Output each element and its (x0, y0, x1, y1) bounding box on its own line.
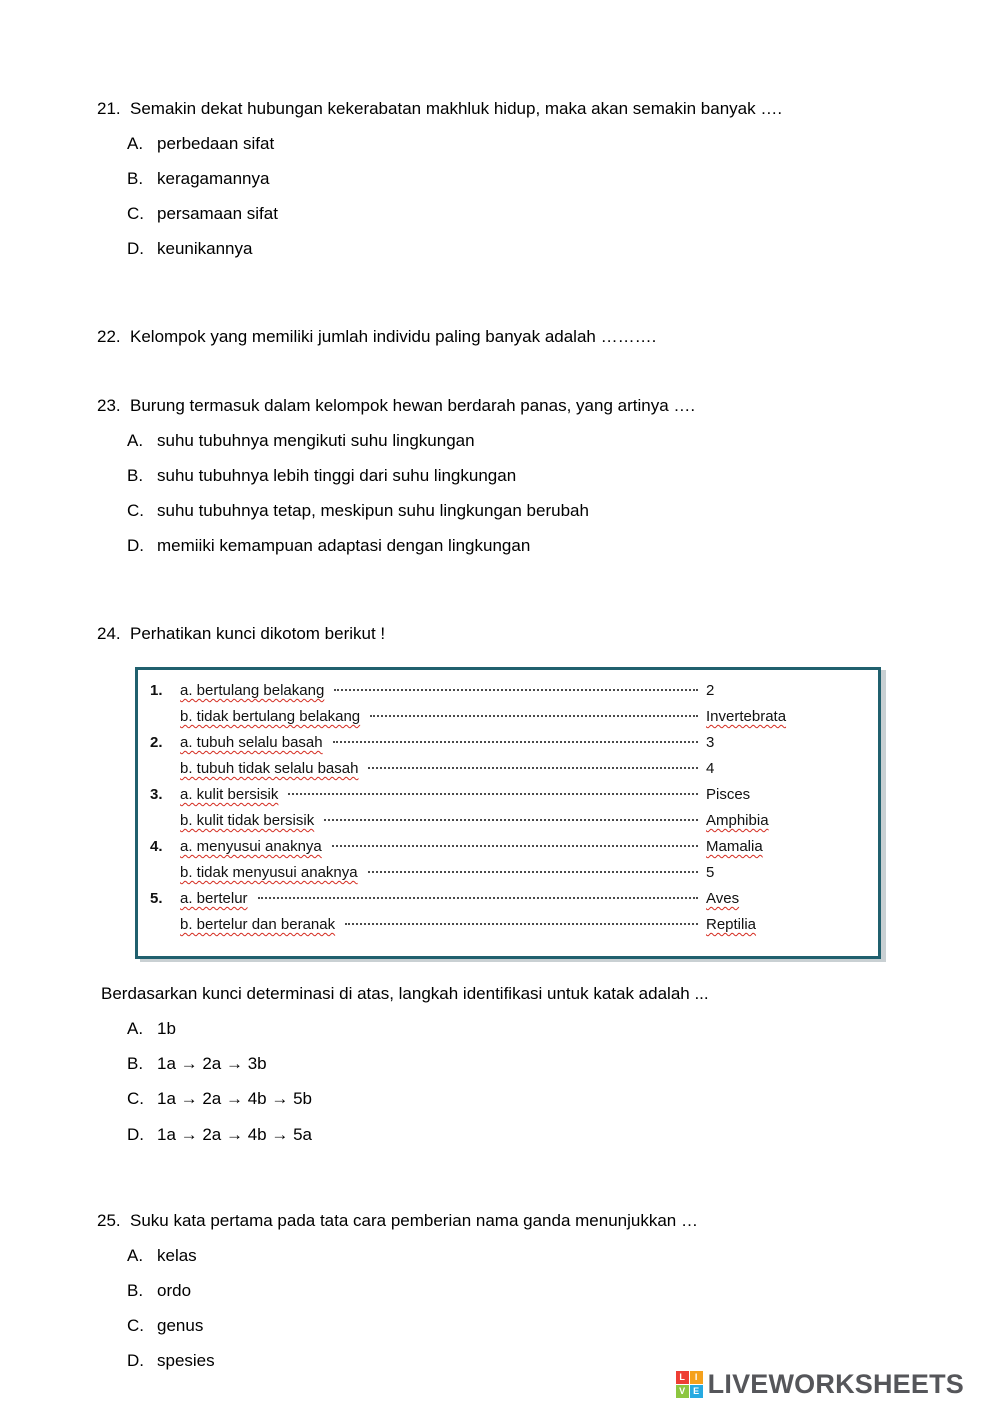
question-25-number: 25. (97, 1210, 121, 1230)
key-label: a. menyusui anaknya (180, 838, 322, 856)
option-23-d[interactable] (127, 535, 927, 557)
dotted-leader (368, 767, 698, 769)
option-text: persamaan sifat (157, 204, 278, 224)
question-25-options (127, 1245, 927, 1372)
question-23-number: 23. (97, 395, 121, 415)
logo-tile-l: L (676, 1371, 689, 1384)
key-label: a. bertulang belakang (180, 682, 325, 700)
option-text: 1a → 2a → 4b → 5a (157, 1124, 312, 1144)
question-24-text: Perhatikan kunci dikotom berikut ! (130, 624, 386, 644)
key-result: 3 (706, 734, 715, 752)
option-label: D. (127, 239, 144, 259)
question-21-text: Semakin dekat hubungan kekerabatan makhluk hidup, maka akan semakin banyak …. (130, 99, 783, 118)
option-label: A. (127, 1019, 144, 1039)
option-text: 1a → 2a → 3b (157, 1054, 267, 1074)
option-21-b[interactable] (127, 168, 927, 190)
liveworksheets-footer (676, 1369, 964, 1400)
key-number: 5. (150, 890, 163, 908)
key-label: b. kulit tidak bersisik (180, 812, 315, 830)
key-number: 3. (150, 786, 163, 804)
key-label: b. bertelur dan beranak (180, 916, 336, 934)
question-25-text: Suku kata pertama pada tata cara pemberian nama ganda menunjukkan … (130, 1210, 698, 1230)
option-label: A. (127, 134, 144, 154)
key-line (150, 708, 864, 734)
option-text: spesies (157, 1350, 215, 1370)
key-result: Reptilia (706, 916, 757, 934)
option-23-a[interactable] (127, 430, 927, 452)
option-label: C. (127, 1089, 144, 1109)
option-text: keragamannya (157, 169, 270, 189)
option-text: suhu tubuhnya lebih tinggi dari suhu lingkungan (157, 465, 517, 485)
key-label: b. tidak bertulang belakang (180, 708, 361, 726)
key-label: b. tidak menyusui anaknya (180, 864, 358, 882)
dotted-leader (258, 897, 698, 899)
key-line (150, 682, 864, 708)
option-label: B. (127, 1054, 144, 1074)
option-21-a[interactable] (127, 133, 927, 155)
option-text: keunikannya (157, 239, 253, 259)
key-label: a. bertelur (180, 890, 248, 908)
option-label: C. (127, 204, 144, 224)
question-24-number: 24. (97, 624, 121, 644)
key-result: Amphibia (706, 812, 769, 830)
key-number: 2. (150, 734, 163, 752)
question-25 (97, 1210, 927, 1372)
option-23-b[interactable] (127, 465, 927, 487)
question-22 (97, 326, 927, 348)
key-line (150, 890, 864, 916)
question-22-text: Kelompok yang memiliki jumlah individu paling banyak adalah ………. (130, 327, 657, 347)
key-label: b. tubuh tidak selalu basah (180, 760, 359, 778)
option-25-a[interactable] (127, 1245, 927, 1267)
question-21-number: 21. (97, 99, 121, 118)
option-label: D. (127, 535, 144, 555)
option-text: perbedaan sifat (157, 134, 275, 154)
option-text: kelas (157, 1245, 197, 1265)
key-result: Invertebrata (706, 708, 787, 726)
option-label: C. (127, 1315, 144, 1335)
option-21-c[interactable] (127, 203, 927, 225)
option-25-c[interactable] (127, 1315, 927, 1337)
key-line (150, 760, 864, 786)
key-line (150, 786, 864, 812)
option-label: A. (127, 430, 144, 450)
question-24-followup: Berdasarkan kunci determinasi di atas, langkah identifikasi untuk katak adalah ... (101, 984, 709, 1004)
key-number: 4. (150, 838, 163, 856)
option-25-b[interactable] (127, 1280, 927, 1302)
key-result: Aves (706, 890, 740, 908)
dichotomous-key-box (135, 667, 881, 959)
dotted-leader (370, 715, 698, 717)
worksheet-content (97, 98, 927, 1372)
option-text: genus (157, 1315, 204, 1335)
dotted-leader (333, 741, 698, 743)
question-23-text: Burung termasuk dalam kelompok hewan berdarah panas, yang artinya …. (130, 395, 696, 415)
option-21-d[interactable] (127, 238, 927, 260)
question-21 (97, 98, 927, 260)
question-23 (97, 395, 927, 557)
option-label: C. (127, 500, 144, 520)
option-23-c[interactable] (127, 500, 927, 522)
key-result: Mamalia (706, 838, 763, 856)
dotted-leader (345, 923, 698, 925)
key-line (150, 838, 864, 864)
key-line (150, 864, 864, 890)
key-result: Pisces (706, 786, 751, 804)
key-line (150, 916, 864, 942)
dotted-leader (334, 689, 698, 691)
option-label: B. (127, 465, 144, 485)
question-23-options (127, 430, 927, 557)
option-24-a[interactable] (127, 1018, 927, 1040)
key-label: a. tubuh selalu basah (180, 734, 323, 752)
dotted-leader (332, 845, 698, 847)
option-label: D. (127, 1124, 144, 1144)
option-text: memiiki kemampuan adaptasi dengan lingkungan (157, 535, 531, 555)
option-text: 1b (157, 1019, 176, 1039)
question-24 (97, 623, 927, 1146)
option-label: D. (127, 1350, 144, 1370)
option-label: B. (127, 169, 144, 189)
liveworksheets-brand-text: LIVEWORKSHEETS (707, 1369, 964, 1399)
option-label: B. (127, 1280, 144, 1300)
dotted-leader (324, 819, 698, 821)
option-text: ordo (157, 1280, 192, 1300)
key-result: 4 (706, 760, 715, 778)
key-line (150, 734, 864, 760)
option-text: suhu tubuhnya tetap, meskipun suhu lingkungan berubah (157, 500, 589, 520)
option-24-b[interactable] (127, 1053, 927, 1075)
key-label: a. kulit bersisik (180, 786, 279, 804)
key-result: 2 (706, 682, 715, 700)
key-result: 5 (706, 864, 715, 882)
logo-tile-v: V (676, 1385, 689, 1398)
option-text: 1a → 2a → 4b → 5b (157, 1089, 312, 1109)
question-22-number: 22. (97, 327, 121, 347)
key-line (150, 812, 864, 838)
option-label: A. (127, 1245, 144, 1265)
logo-tile-i: I (690, 1371, 703, 1384)
key-number: 1. (150, 682, 163, 700)
logo-tile-e: E (690, 1385, 703, 1398)
dotted-leader (288, 793, 698, 795)
question-24-options (127, 1018, 927, 1145)
question-21-options (127, 133, 927, 260)
option-24-d[interactable] (127, 1124, 927, 1146)
option-24-c[interactable] (127, 1088, 927, 1110)
liveworksheets-logo-icon (676, 1371, 703, 1398)
option-text: suhu tubuhnya mengikuti suhu lingkungan (157, 430, 475, 450)
dotted-leader (368, 871, 698, 873)
